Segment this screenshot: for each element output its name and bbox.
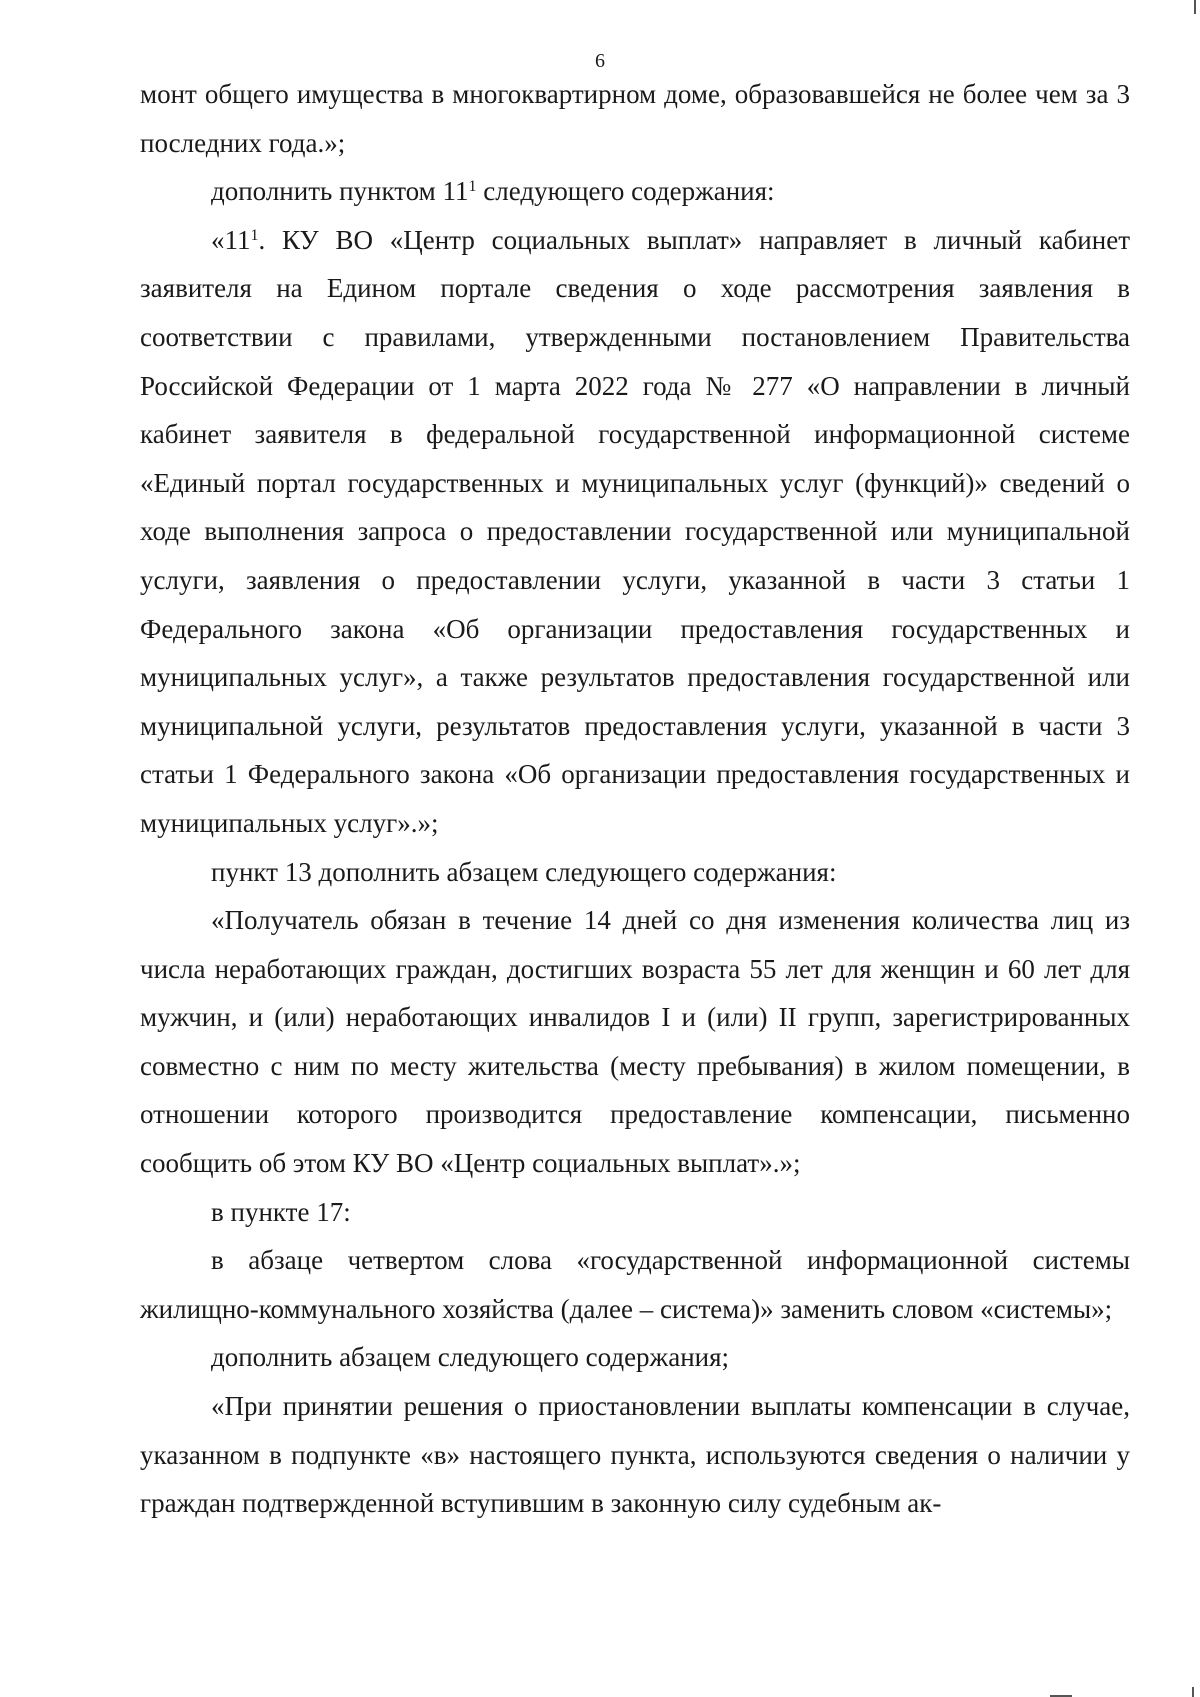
paragraph-text: дополнить пунктом 11 — [211, 176, 469, 207]
paragraph-text: . КУ ВО «Центр социальных выплат» направляет в личный кабинет заявителя на Едином портале сведения о ходе рассмотрения заявления в соответствии с правилами, утвержденными постановлением Правительства Российской Федерации от 1 марта 2022 года № 277 «О направлении в личный кабинет заявителя в федеральной государственной информационной системе «Единый портал государственных и муниципальных услуг (функций)» сведений о ходе выполнения запроса о предоставлении государственной или муниципальной услуги, заявления о предоставлении услуги, указанной в части 3 статьи 1 Федерального закона «Об организации предоставления государственных и муниципальных услуг», а также результатов предоставления государственной или муниципальной услуги, результатов предоставления услуги, указанной в части 3 статьи 1 Федерального закона «Об организации предоставления государственных и муниципальных услуг».»; — [140, 224, 1130, 838]
paragraph — [140, 167, 1130, 216]
paragraph-text: монт общего имущества в многоквартирном доме, образовавшейся не более чем за 3 последних года.»; — [140, 79, 1130, 158]
paragraph-text: следующего содержания: — [476, 176, 775, 207]
paragraph — [140, 1333, 1130, 1382]
paragraph — [140, 1188, 1130, 1237]
scan-mark-top-right — [1194, 0, 1196, 14]
paragraph — [140, 216, 1130, 848]
paragraph — [140, 896, 1130, 1188]
paragraph-text: в абзаце четвертом слова «государственной информационной системы жилищно-коммунального хозяйства (далее – система)» заменить словом «системы»; — [140, 1245, 1130, 1324]
paragraph-text: «Получатель обязан в течение 14 дней со дня изменения количества лиц из числа неработающих граждан, достигших возраста 55 лет для женщин и 60 лет для мужчин, и (или) неработающих инвалидов I и (или) II групп, зарегистрированных совместно с ним по месту жительства (месту пребывания) в жилом помещении, в отношении которого производится предоставление компенсации, письменно сообщить об этом КУ ВО «Центр социальных выплат».»; — [140, 905, 1130, 1179]
paragraph-text: «11 — [211, 224, 251, 255]
paragraph — [140, 1236, 1130, 1333]
paragraph — [140, 1382, 1130, 1528]
page-number: 6 — [595, 50, 605, 72]
paragraph — [140, 70, 1130, 167]
document-body — [140, 70, 1130, 1528]
paragraph-text: пункт 13 дополнить абзацем следующего содержания: — [211, 856, 837, 887]
paragraph — [140, 848, 1130, 897]
superscript: 1 — [468, 178, 477, 196]
paragraph-text: в пункте 17: — [211, 1196, 351, 1227]
paragraph-text: «При принятии решения о приостановлении выплаты компенсации в случае, указанном в подпункте «в» настоящего пункта, используются сведения о наличии у граждан подтвержденной вступившим в законную силу судебным ак- — [140, 1391, 1130, 1519]
superscript: 1 — [250, 226, 259, 244]
scan-mark-bottom-right — [1192, 1687, 1194, 1697]
paragraph-text: дополнить абзацем следующего содержания; — [211, 1342, 730, 1373]
